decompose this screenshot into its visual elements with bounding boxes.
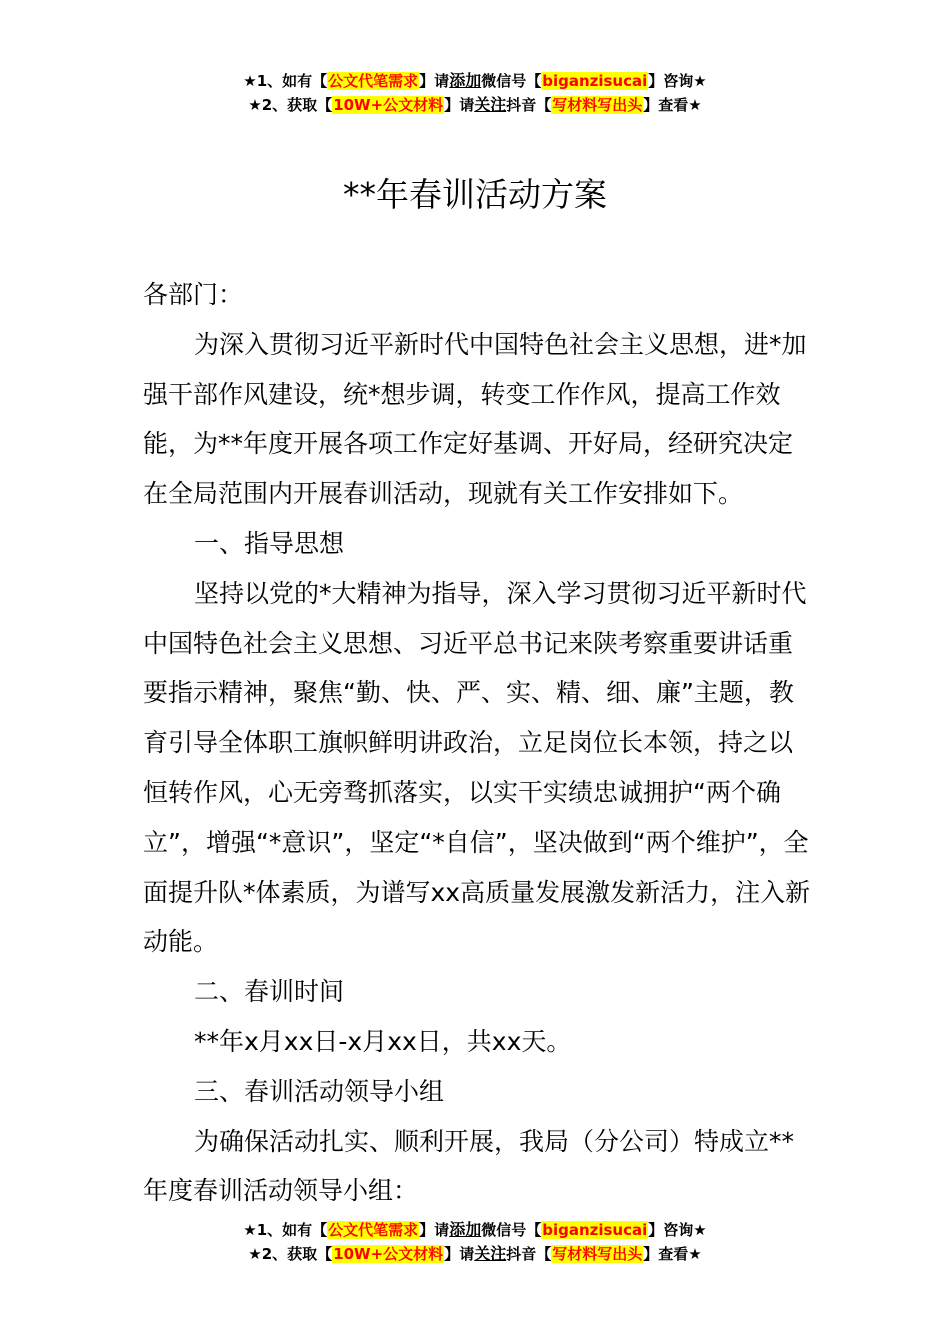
banner-text: ★1、如有【 [243,1221,328,1239]
banner-line-1 [0,69,950,93]
banner-highlight: biganzisucai [542,72,648,90]
banner-highlight: 10W+公文材料 [333,96,444,114]
banner-underlined-text: 添加 [449,1220,482,1239]
salutation: 各部门： [143,280,244,309]
section-heading-guiding-thought: 一、指导思想 [194,528,345,558]
banner-text: 微信号【 [481,1221,542,1239]
document-title: **年春训活动方案 [343,175,607,214]
banner-line-1 [0,1218,950,1242]
banner-text: 】咨询★ [648,1221,707,1239]
banner-text: 抖音【 [506,96,552,114]
banner-underlined-text: 关注 [474,95,507,114]
document-body [143,270,813,1216]
banner-line-2 [0,1242,950,1266]
paragraph-guiding-thought: 坚持以党的*大精神为指导，深入学习贯彻习近平新时代中国特色社会主义思想、习近平总书记来陕考察重要讲话重要指示精神，聚焦“勤、快、严、实、精、细、廉”主题，教育引导全体职工旗帜鲜明讲政治，立足岗位长本领，持之以恒转作风，心无旁骛抓落实，以实干实绩忠诚拥护“两个确立”，增强“*意识”，坚定“*自信”，坚决做到“两个维护”，全面提升队*体素质，为谱写xx高质量发展激发新活力，注入新动能。 [143,578,811,957]
banner-text: ★1、如有【 [243,72,328,90]
banner-highlight: 公文代笔需求 [328,1221,419,1239]
header-banner [0,69,950,117]
banner-highlight: 写材料写出头 [552,1245,643,1263]
banner-highlight: 写材料写出头 [552,96,643,114]
banner-text: 】请 [419,1221,450,1239]
footer-banner [0,1218,950,1266]
paragraph-leading-group: 为确保活动扎实、顺利开展，我局（分公司）特成立**年度春训活动领导小组： [143,1126,795,1206]
banner-highlight: biganzisucai [542,1221,648,1239]
banner-text: 】请 [444,1245,475,1263]
banner-text: ★2、获取【 [248,1245,333,1263]
banner-text: 微信号【 [481,72,542,90]
banner-text: 】咨询★ [648,72,707,90]
banner-highlight: 公文代笔需求 [328,72,419,90]
banner-text: 】查看★ [643,1245,702,1263]
banner-underlined-text: 添加 [449,71,482,90]
banner-text: 】查看★ [643,96,702,114]
banner-text: 抖音【 [506,1245,552,1263]
banner-text: 】请 [419,72,450,90]
banner-text: ★2、获取【 [248,96,333,114]
section-heading-leading-group: 三、春训活动领导小组 [194,1076,445,1106]
section-heading-training-time: 二、春训时间 [194,977,345,1007]
banner-highlight: 10W+公文材料 [333,1245,444,1263]
banner-line-2 [0,93,950,117]
paragraph-intro: 为深入贯彻习近平新时代中国特色社会主义思想，进*加强干部作风建设，统*想步调，转变工作作风，提高工作效能，为**年度开展各项工作定好基调、开好局，经研究决定在全局范围内开展春训活动，现就有关工作安排如下。 [143,329,807,509]
banner-text: 】请 [444,96,475,114]
banner-underlined-text: 关注 [474,1244,507,1263]
paragraph-training-time: **年x月xx日-x月xx日，共xx天。 [194,1026,572,1056]
